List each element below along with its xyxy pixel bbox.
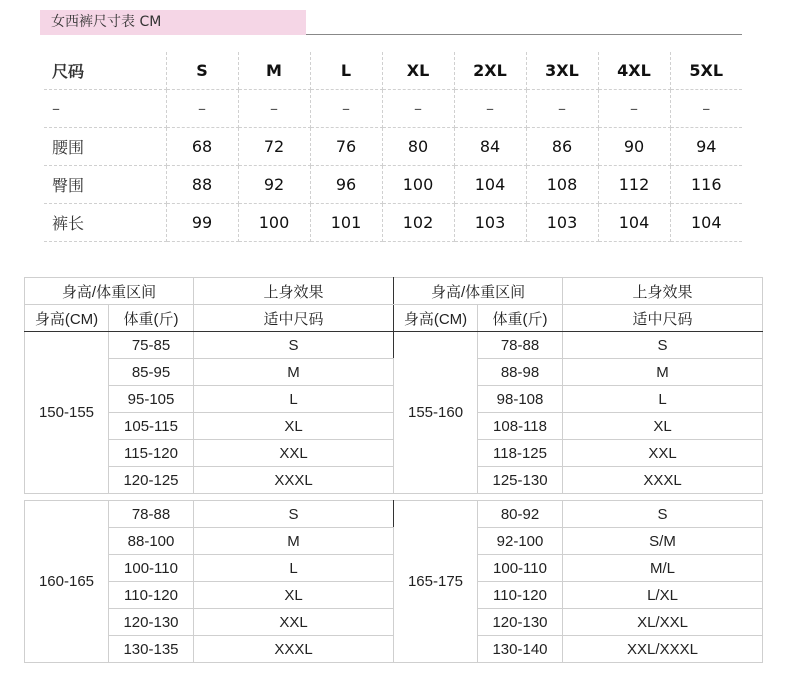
- size-cell: 104: [454, 166, 526, 204]
- fit-weight: 130-135: [109, 636, 194, 663]
- fit-weight: 92-100: [478, 528, 563, 555]
- fit-weight: 95-105: [109, 386, 194, 413]
- fit-size: S: [194, 501, 394, 528]
- fit-weight: 115-120: [109, 440, 194, 467]
- size-cell: 100: [382, 166, 454, 204]
- size-cell: 112: [598, 166, 670, 204]
- size-cell: –: [526, 90, 598, 128]
- fit-size: L: [194, 555, 394, 582]
- size-cell: 88: [166, 166, 238, 204]
- size-cell: 108: [526, 166, 598, 204]
- fit-header-range: 身高/体重区间: [394, 278, 563, 305]
- size-cell: –: [670, 90, 742, 128]
- fit-weight: 108-118: [478, 413, 563, 440]
- size-cell: –: [166, 90, 238, 128]
- fit-size: XXXL: [194, 467, 394, 494]
- page-title: 女西裤尺寸表 CM: [51, 14, 162, 30]
- fit-weight: 120-130: [109, 609, 194, 636]
- fit-header-row: [25, 278, 763, 305]
- fit-weight: 105-115: [109, 413, 194, 440]
- fit-size: XXL: [563, 440, 763, 467]
- fit-size: S: [194, 332, 394, 359]
- fit-size: S: [563, 501, 763, 528]
- fit-size: XL: [194, 582, 394, 609]
- size-cell: 103: [454, 204, 526, 242]
- fit-weight: 75-85: [109, 332, 194, 359]
- fit-weight: 80-92: [478, 501, 563, 528]
- fit-size: S: [563, 332, 763, 359]
- fit-row: [25, 501, 763, 528]
- size-header-cell: 2XL: [454, 52, 526, 90]
- fit-size: L: [563, 386, 763, 413]
- size-cell: 86: [526, 128, 598, 166]
- fit-weight: 130-140: [478, 636, 563, 663]
- fit-weight: 100-110: [109, 555, 194, 582]
- fit-weight: 118-125: [478, 440, 563, 467]
- size-row: [44, 166, 742, 204]
- fit-header-size: 适中尺码: [563, 305, 763, 332]
- size-cell: –: [310, 90, 382, 128]
- fit-header-height: 身高(CM): [394, 305, 478, 332]
- size-row-label: 臀围: [44, 166, 166, 204]
- fit-header-weight: 体重(斤): [109, 305, 194, 332]
- fit-height-range: 150-155: [25, 332, 109, 494]
- size-cell: 116: [670, 166, 742, 204]
- fit-table-upper: [24, 277, 763, 494]
- fit-size: XL/XXL: [563, 609, 763, 636]
- fit-size: XXL: [194, 440, 394, 467]
- fit-weight: 85-95: [109, 359, 194, 386]
- fit-size: XL: [194, 413, 394, 440]
- size-table: [44, 52, 742, 242]
- fit-height-range: 160-165: [25, 501, 109, 663]
- fit-weight: 120-130: [478, 609, 563, 636]
- fit-height-range: 165-175: [394, 501, 478, 663]
- fit-size: S/M: [563, 528, 763, 555]
- fit-weight: 98-108: [478, 386, 563, 413]
- fit-weight: 110-120: [478, 582, 563, 609]
- fit-size: XXL/XXXL: [563, 636, 763, 663]
- size-cell: 101: [310, 204, 382, 242]
- size-row-label: 腰围: [44, 128, 166, 166]
- size-header-cell: XL: [382, 52, 454, 90]
- size-cell: 72: [238, 128, 310, 166]
- size-cell: 103: [526, 204, 598, 242]
- fit-size: XXXL: [194, 636, 394, 663]
- fit-size: M: [194, 359, 394, 386]
- size-row: [44, 128, 742, 166]
- size-cell: 104: [670, 204, 742, 242]
- fit-subheader-row: [25, 305, 763, 332]
- size-row: [44, 204, 742, 242]
- fit-weight: 88-98: [478, 359, 563, 386]
- size-header-cell: 3XL: [526, 52, 598, 90]
- size-header-row: [44, 52, 742, 90]
- size-row-label: –: [44, 90, 166, 128]
- fit-header-effect: 上身效果: [194, 278, 394, 305]
- fit-weight: 120-125: [109, 467, 194, 494]
- size-cell: 94: [670, 128, 742, 166]
- fit-header-height: 身高(CM): [25, 305, 109, 332]
- size-header-cell: S: [166, 52, 238, 90]
- size-row: [44, 90, 742, 128]
- size-cell: 68: [166, 128, 238, 166]
- fit-weight: 110-120: [109, 582, 194, 609]
- size-cell: –: [382, 90, 454, 128]
- size-cell: 80: [382, 128, 454, 166]
- size-cell: 99: [166, 204, 238, 242]
- size-header-cell: L: [310, 52, 382, 90]
- title-divider: [306, 34, 742, 35]
- size-header-cell: 5XL: [670, 52, 742, 90]
- size-cell: 84: [454, 128, 526, 166]
- fit-table-lower: [24, 500, 763, 663]
- size-cell: 90: [598, 128, 670, 166]
- size-cell: –: [598, 90, 670, 128]
- size-cell: 104: [598, 204, 670, 242]
- fit-weight: 78-88: [478, 332, 563, 359]
- size-cell: –: [454, 90, 526, 128]
- fit-size: L: [194, 386, 394, 413]
- size-cell: 92: [238, 166, 310, 204]
- size-header-cell: M: [238, 52, 310, 90]
- fit-size: L/XL: [563, 582, 763, 609]
- size-row-label: 裤长: [44, 204, 166, 242]
- size-cell: 100: [238, 204, 310, 242]
- fit-weight: 125-130: [478, 467, 563, 494]
- fit-weight: 100-110: [478, 555, 563, 582]
- size-header-label: 尺码: [44, 52, 166, 90]
- fit-header-range: 身高/体重区间: [25, 278, 194, 305]
- fit-weight: 78-88: [109, 501, 194, 528]
- fit-size: XXXL: [563, 467, 763, 494]
- size-cell: 76: [310, 128, 382, 166]
- size-cell: 102: [382, 204, 454, 242]
- fit-height-range: 155-160: [394, 332, 478, 494]
- size-header-cell: 4XL: [598, 52, 670, 90]
- fit-size: M: [194, 528, 394, 555]
- fit-weight: 88-100: [109, 528, 194, 555]
- fit-header-weight: 体重(斤): [478, 305, 563, 332]
- fit-size: XL: [563, 413, 763, 440]
- fit-header-size: 适中尺码: [194, 305, 394, 332]
- fit-header-effect: 上身效果: [563, 278, 763, 305]
- fit-size: XXL: [194, 609, 394, 636]
- fit-size: M: [563, 359, 763, 386]
- size-cell: –: [238, 90, 310, 128]
- size-cell: 96: [310, 166, 382, 204]
- fit-row: [25, 332, 763, 359]
- fit-size: M/L: [563, 555, 763, 582]
